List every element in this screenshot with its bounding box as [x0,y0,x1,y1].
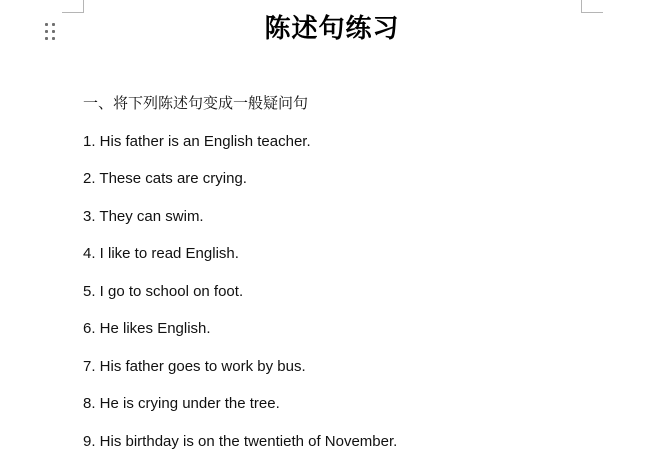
page-title[interactable]: 陈述句练习 [264,14,400,43]
exercise-item-1[interactable]: 1. His father is an English teacher. [83,132,311,150]
drag-dot [52,23,55,26]
exercise-item-3[interactable]: 3. They can swim. [83,207,204,225]
exercise-content [83,85,603,460]
page-margin-mark-left-icon [62,0,84,13]
drag-dot [52,37,55,40]
drag-dot [45,23,48,26]
exercise-item-7[interactable]: 7. His father goes to work by bus. [83,357,306,375]
exercise-item-9[interactable]: 9. His birthday is on the twentieth of November. [83,432,398,450]
exercise-item-8[interactable]: 8. He is crying under the tree. [83,395,280,412]
exercise-item-4[interactable]: 4. I like to read English. [83,245,239,262]
drag-dot [45,37,48,40]
drag-dot [52,30,55,33]
drag-handle-icon[interactable] [45,23,55,40]
exercise-item-5[interactable]: 5. I go to school on foot. [83,282,244,300]
exercise-item-2[interactable]: 2. These cats are crying. [83,170,247,187]
drag-dot [45,30,48,33]
exercise-item-6[interactable]: 6. He likes English. [83,320,211,337]
section-heading[interactable]: 一、将下列陈述句变成一般疑问句 [83,95,309,112]
page-margin-mark-right-icon [581,0,603,13]
